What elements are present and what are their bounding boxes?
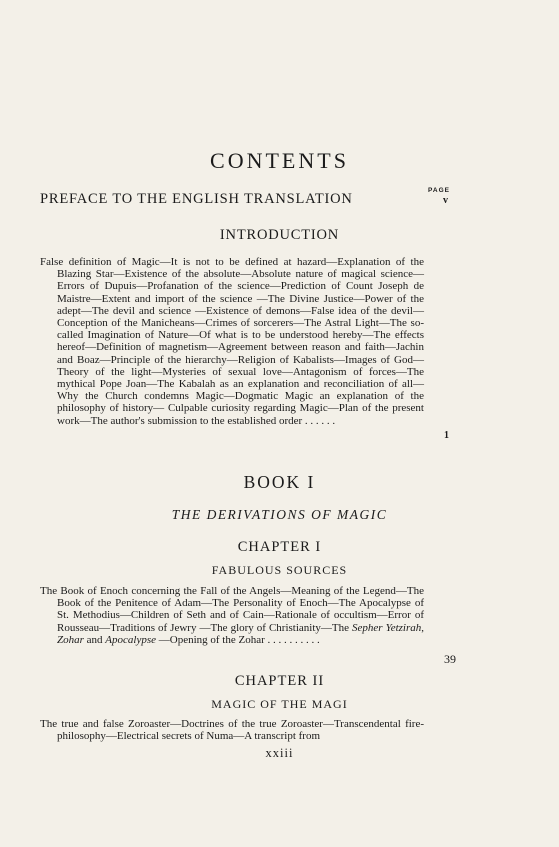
folio-page-number: xxiii — [265, 746, 294, 760]
chapter-1-subtitle: FABULOUS SOURCES — [211, 563, 348, 577]
introduction-page-number: 1 — [444, 430, 449, 441]
chapter-2-text: The true and false Zoroaster—Doctrines of the true Zoroaster—Transcendental fire-philosophy—Electrical secrets of Numa—A transcript from — [40, 718, 424, 743]
introduction-leader-dots: . . . . . . — [302, 414, 336, 427]
chapter-1-summary — [40, 585, 424, 646]
chapter-1-italic-3: Apocalypse — [105, 633, 156, 646]
book-heading: BOOK I — [243, 472, 316, 492]
chapter-2-summary — [40, 718, 424, 742]
preface-page-number: v — [443, 195, 448, 206]
introduction-heading: INTRODUCTION — [219, 227, 340, 243]
introduction-summary — [40, 256, 424, 427]
chapter-1-heading: CHAPTER I — [237, 539, 322, 555]
chapter-1-text-a: The Book of Enoch concerning the Fall of the Angels—Meaning of the Legend—The Book of the Penitence of Adam—The Personality of Enoch—The Apocalypse of St. Methodius—Children of Seth and of Cain—Rationale of occultism—Error of Rousseau—Traditions of Jewry —The glory of Christianity—The — [40, 585, 424, 634]
chapter-1-text-d: —Opening of the Zohar — [156, 633, 265, 646]
chapter-1-text-c: and — [83, 633, 106, 646]
introduction-text: False definition of Magic—It is not to be defined at hazard—Explanation of the Blazing Star—Existence of the absolute—Absolute nature of magical science—Errors of Dupuis—Profanation of the science—Prediction of Count Joseph de Maistre—Extent and import of the science —The Divine Justice—Power of the adept—The devil and science —Existence of demons—False idea of the devil—Conception of the Manicheans—Crimes of sorcerers—The Astral Light—The so-called Imagination of Nature—Of what is to be understood hereby—The effects hereof—Definition of magnetism—Agreement between reason and faith—Jachin and Boaz—Principle of the hierarchy—Religion of Kabalists—Images of God—Theory of the light—Mysteries of sexual love—Antagonism of forces—The mythical Pope Joan—The Kabalah as an explanation and reconciliation of all—Why the Church condemns Magic—Dogmatic Magic an explanation of the philosophy of history— Culpable curiosity regarding Magic—Plan of the present work—The author's submission to the established order — [40, 256, 424, 427]
chapter-1-page-number: 39 — [444, 652, 456, 666]
page-title: CONTENTS — [210, 148, 349, 173]
chapter-1-italic-1: Sepher Yetzirah — [352, 621, 422, 634]
book-subtitle: THE DERIVATIONS OF MAGIC — [171, 507, 388, 522]
page-column-label: PAGE — [428, 187, 450, 194]
chapter-2-subtitle: MAGIC OF THE MAGI — [211, 697, 348, 711]
chapter-2-heading: CHAPTER II — [234, 673, 325, 689]
preface-heading: PREFACE TO THE ENGLISH TRANSLATION — [40, 191, 353, 207]
chapter-1-italic-2: Zohar — [57, 633, 84, 646]
chapter-1-text-b: , — [421, 621, 425, 634]
chapter-1-leader-dots: . . . . . . . . . . — [264, 633, 320, 646]
